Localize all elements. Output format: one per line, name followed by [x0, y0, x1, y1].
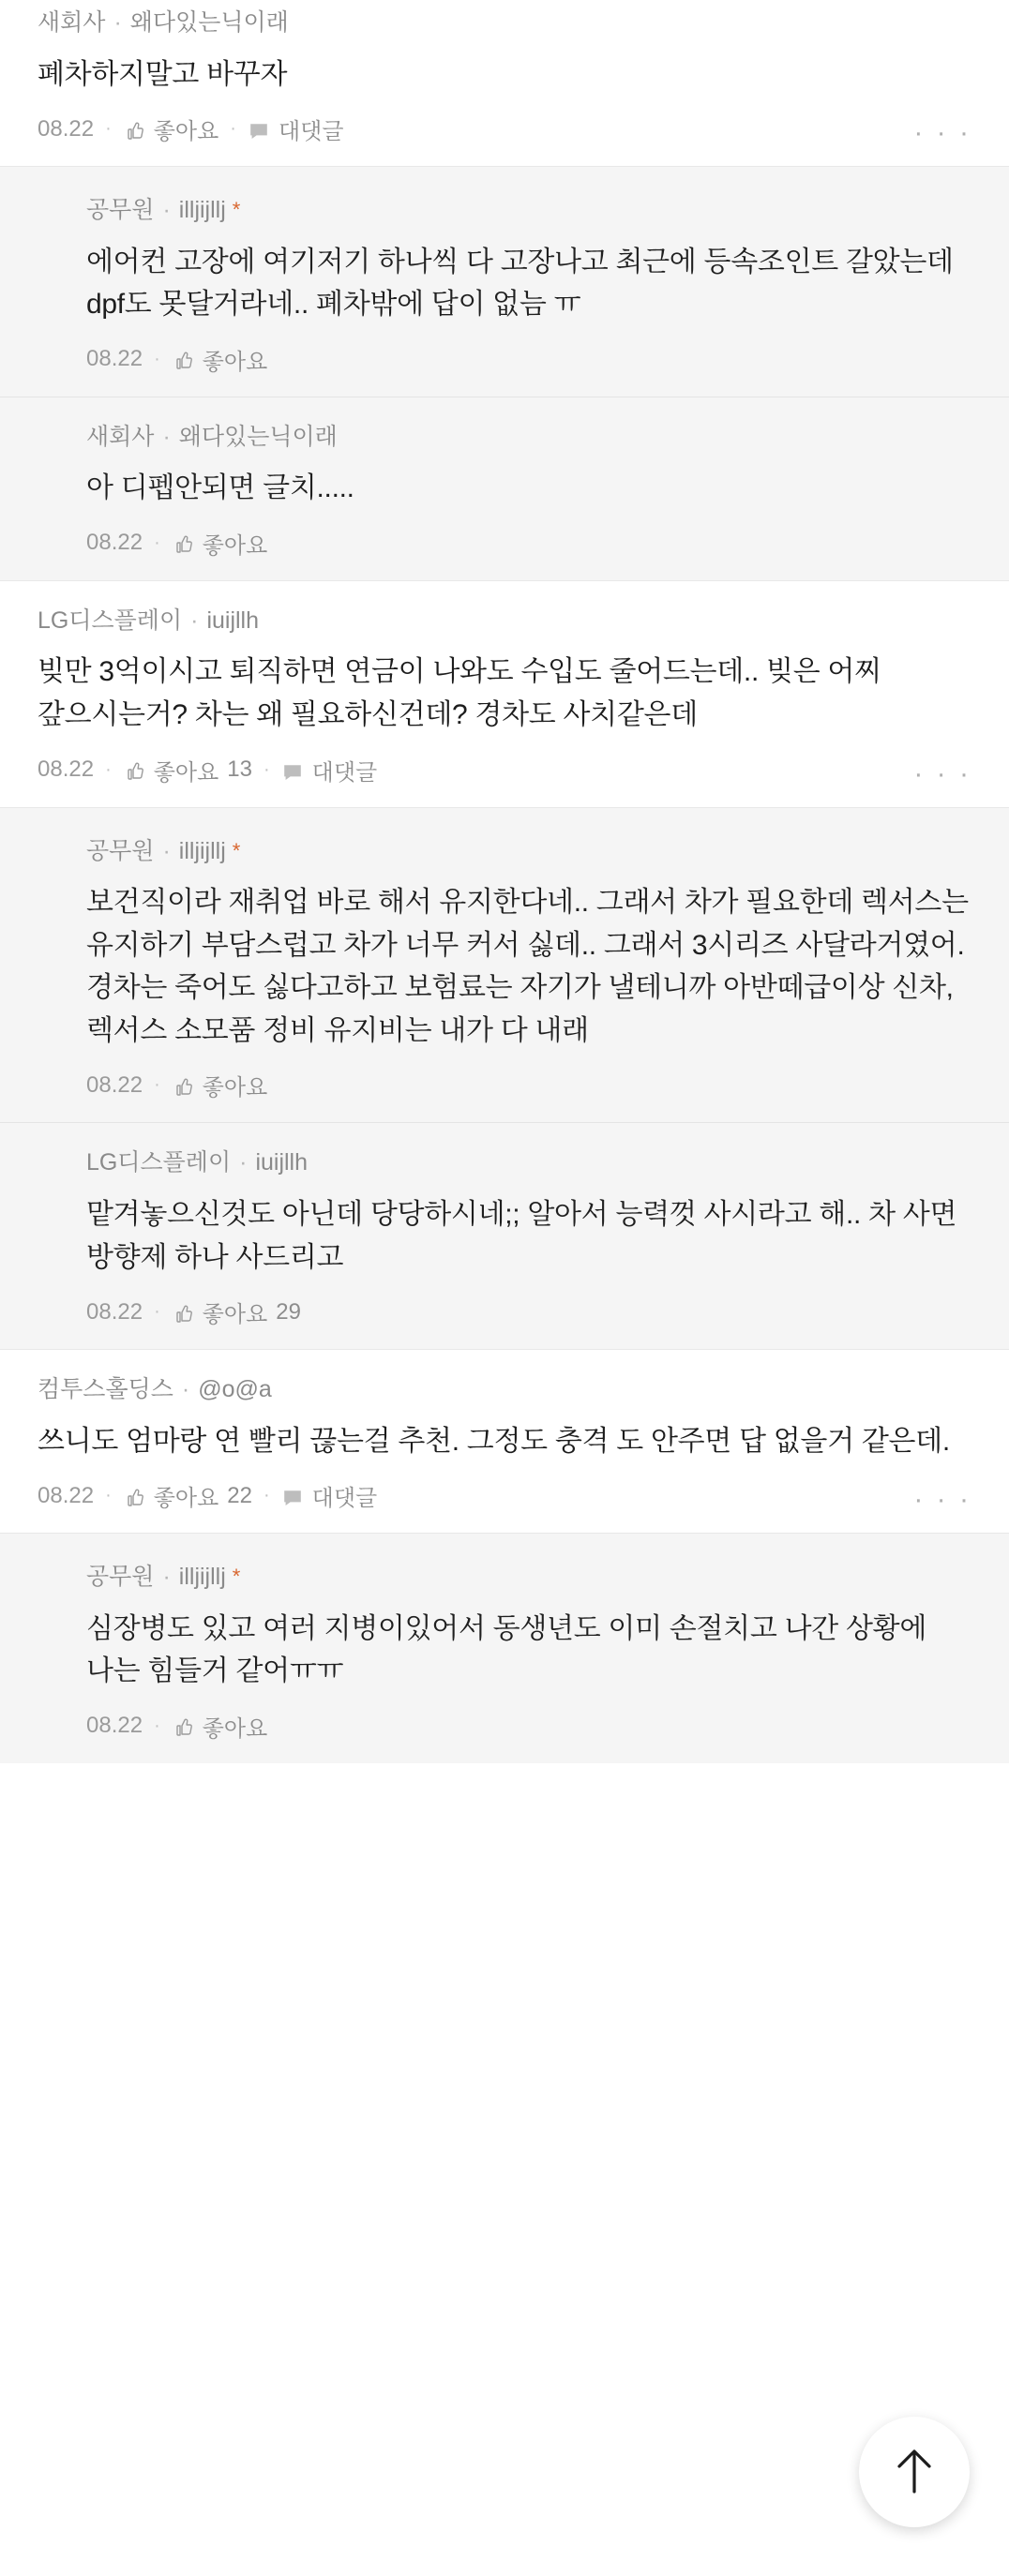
comment-actions: [86, 1710, 971, 1743]
comment-date: 08.22: [86, 1713, 143, 1739]
comment-body: 에어컨 고장에 여기저기 하나씩 다 고장나고 최근에 등속조인트 갈았는데 dpf도 못달거라네.. 폐차밖에 답이 없늠 ㅠ: [86, 246, 954, 321]
like-button[interactable]: [123, 754, 252, 786]
comment-body: 아 디펩안되면 글치.....: [86, 472, 354, 504]
comment-actions: [86, 527, 971, 560]
meta-separator: ·: [154, 1301, 160, 1323]
author-nickname: illjijllj: [178, 197, 226, 224]
meta-separator: ·: [190, 607, 199, 634]
comment-author-line: [86, 195, 971, 226]
comment-item-reply[interactable]: [0, 1122, 1009, 1349]
reply-button[interactable]: [281, 1479, 378, 1512]
scroll-to-top-button[interactable]: [859, 2417, 970, 2527]
thumbs-up-icon: [123, 760, 145, 783]
like-button[interactable]: [172, 1069, 268, 1101]
meta-separator: ·: [162, 837, 171, 864]
like-count: 29: [276, 1298, 301, 1325]
meta-separator: ·: [181, 1376, 190, 1403]
comment-bubble-icon: [281, 1487, 304, 1508]
comment-bubble-icon: [248, 120, 270, 142]
like-button[interactable]: [123, 1479, 252, 1512]
comment-actions: [38, 112, 971, 149]
author-nickname: iuijllh: [255, 1149, 309, 1176]
like-label: 좋아요: [202, 532, 268, 559]
comment-date: 08.22: [38, 1482, 95, 1508]
comment-author-line: [86, 1147, 971, 1178]
comment-body: 쓰니도 엄마랑 연 빨리 끊는걸 추천. 그정도 충격 도 안주면 답 없을거 같은데.: [38, 1425, 950, 1457]
more-options-icon[interactable]: · · ·: [913, 1484, 971, 1516]
like-label: 좋아요: [202, 1715, 268, 1742]
like-label: 좋아요: [202, 1302, 268, 1328]
meta-separator: ·: [154, 1074, 160, 1096]
comment-bubble-icon: [281, 761, 304, 783]
author-company: 새회사: [86, 423, 155, 450]
author-company: 컴투스홀딩스: [38, 1376, 173, 1403]
comment-body: 빚만 3억이시고 퇴직하면 연금이 나와도 수입도 줄어드는데.. 빚은 어찌 갚으시는거? 차는 왜 필요하신건데? 경차도 사치같은데: [38, 656, 881, 730]
like-button[interactable]: [123, 112, 219, 145]
comment-date: 08.22: [86, 1071, 143, 1098]
reply-button[interactable]: [281, 754, 378, 786]
author-company: LG디스플레이: [38, 607, 183, 634]
author-nickname: illjijllj: [178, 837, 226, 864]
meta-separator: ·: [105, 1485, 112, 1506]
comment-actions: [38, 754, 971, 789]
comment-body: 심장병도 있고 여러 지병이있어서 동생년도 이미 손절치고 나간 상황에 나는 힘들거 같어ㅠㅠ: [86, 1612, 926, 1687]
like-button[interactable]: [172, 1295, 301, 1328]
author-nickname: illjijllj: [178, 1564, 226, 1591]
comment-item-reply[interactable]: [0, 166, 1009, 397]
comment-date: 08.22: [86, 530, 143, 556]
comment-item[interactable]: [0, 1349, 1009, 1533]
meta-separator: ·: [154, 532, 160, 553]
comment-date: 08.22: [38, 756, 95, 783]
meta-separator: ·: [162, 1564, 171, 1591]
meta-separator: ·: [105, 118, 112, 140]
author-nickname: 왜다있는닉이래: [129, 9, 289, 36]
like-button[interactable]: [172, 343, 268, 376]
comment-item-reply[interactable]: [0, 397, 1009, 580]
thumbs-up-icon: [172, 533, 194, 556]
comment-date: 08.22: [38, 115, 95, 142]
comment-author-line: [86, 1562, 971, 1593]
comment-item-reply[interactable]: [0, 807, 1009, 1123]
like-count: 22: [227, 1482, 252, 1508]
comment-author-line: [86, 422, 971, 453]
like-button[interactable]: [172, 527, 268, 560]
comment-body: 폐차하지말고 바꾸자: [38, 58, 288, 90]
comment-body: 맡겨놓으신것도 아닌데 당당하시네;; 알아서 능력껏 사시라고 해.. 차 사면 방향제 하나 사드리고: [86, 1198, 957, 1273]
like-count: 13: [227, 756, 252, 783]
like-label: 좋아요: [202, 1075, 268, 1101]
comment-item[interactable]: [0, 580, 1009, 807]
comment-date: 08.22: [86, 1298, 143, 1325]
more-options-icon[interactable]: · · ·: [913, 757, 971, 789]
comment-actions: [86, 1069, 971, 1101]
comment-author-line: [38, 606, 971, 637]
thumbs-up-icon: [172, 350, 194, 372]
comment-actions: [86, 343, 971, 376]
author-company: 새회사: [38, 9, 106, 36]
like-label: 좋아요: [202, 349, 268, 375]
author-company: 공무원: [86, 1564, 155, 1591]
reply-label: 대댓글: [311, 1486, 378, 1512]
meta-separator: ·: [154, 348, 160, 369]
meta-separator: ·: [162, 423, 171, 450]
like-label: 좋아요: [153, 119, 219, 145]
thumbs-up-icon: [172, 1076, 194, 1099]
arrow-up-icon: [891, 2445, 938, 2500]
meta-separator: ·: [239, 1149, 248, 1176]
meta-separator: ·: [113, 9, 122, 36]
thumbs-up-icon: [172, 1303, 194, 1325]
author-company: 공무원: [86, 837, 155, 864]
author-badge-star: *: [232, 838, 241, 862]
author-nickname: 왜다있는닉이래: [178, 423, 338, 450]
more-options-icon[interactable]: · · ·: [913, 117, 971, 149]
thumbs-up-icon: [172, 1716, 194, 1739]
reply-button[interactable]: [248, 112, 344, 145]
reply-label: 대댓글: [278, 119, 344, 145]
comment-author-line: [86, 836, 971, 867]
comment-date: 08.22: [86, 346, 143, 372]
comment-item-reply[interactable]: [0, 1533, 1009, 1763]
author-nickname: @o@a: [198, 1376, 272, 1403]
meta-separator: ·: [264, 1485, 270, 1506]
thumbs-up-icon: [123, 1487, 145, 1509]
comment-item[interactable]: [0, 0, 1009, 166]
meta-separator: ·: [154, 1715, 160, 1736]
thumbs-up-icon: [123, 120, 145, 142]
meta-separator: ·: [264, 758, 270, 780]
like-button[interactable]: [172, 1710, 268, 1743]
reply-label: 대댓글: [311, 759, 378, 786]
meta-separator: ·: [162, 197, 171, 224]
comment-body: 보건직이라 재취업 바로 해서 유지한다네.. 그래서 차가 필요한데 렉서스는 유지하기 부담스럽고 차가 너무 커서 싫데.. 그래서 3시리즈 사달라거였어. 경차는 죽어도 싫다고하고 보험료는 자기가 낼테니까 아반떼급이상 신차, 렉서스 소모품 정비 유지비는 내가 다 내래: [86, 887, 969, 1046]
author-company: LG디스플레이: [86, 1149, 232, 1176]
comment-author-line: [38, 1374, 971, 1405]
author-badge-star: *: [232, 198, 241, 222]
like-label: 좋아요: [153, 1486, 219, 1512]
author-badge-star: *: [232, 1565, 241, 1589]
like-label: 좋아요: [153, 759, 219, 786]
meta-separator: ·: [105, 758, 112, 780]
comment-actions: [86, 1295, 971, 1328]
comment-actions: [38, 1479, 971, 1516]
comment-author-line: [38, 7, 971, 38]
author-company: 공무원: [86, 197, 155, 224]
meta-separator: ·: [230, 118, 236, 140]
author-nickname: iuijllh: [206, 607, 260, 634]
